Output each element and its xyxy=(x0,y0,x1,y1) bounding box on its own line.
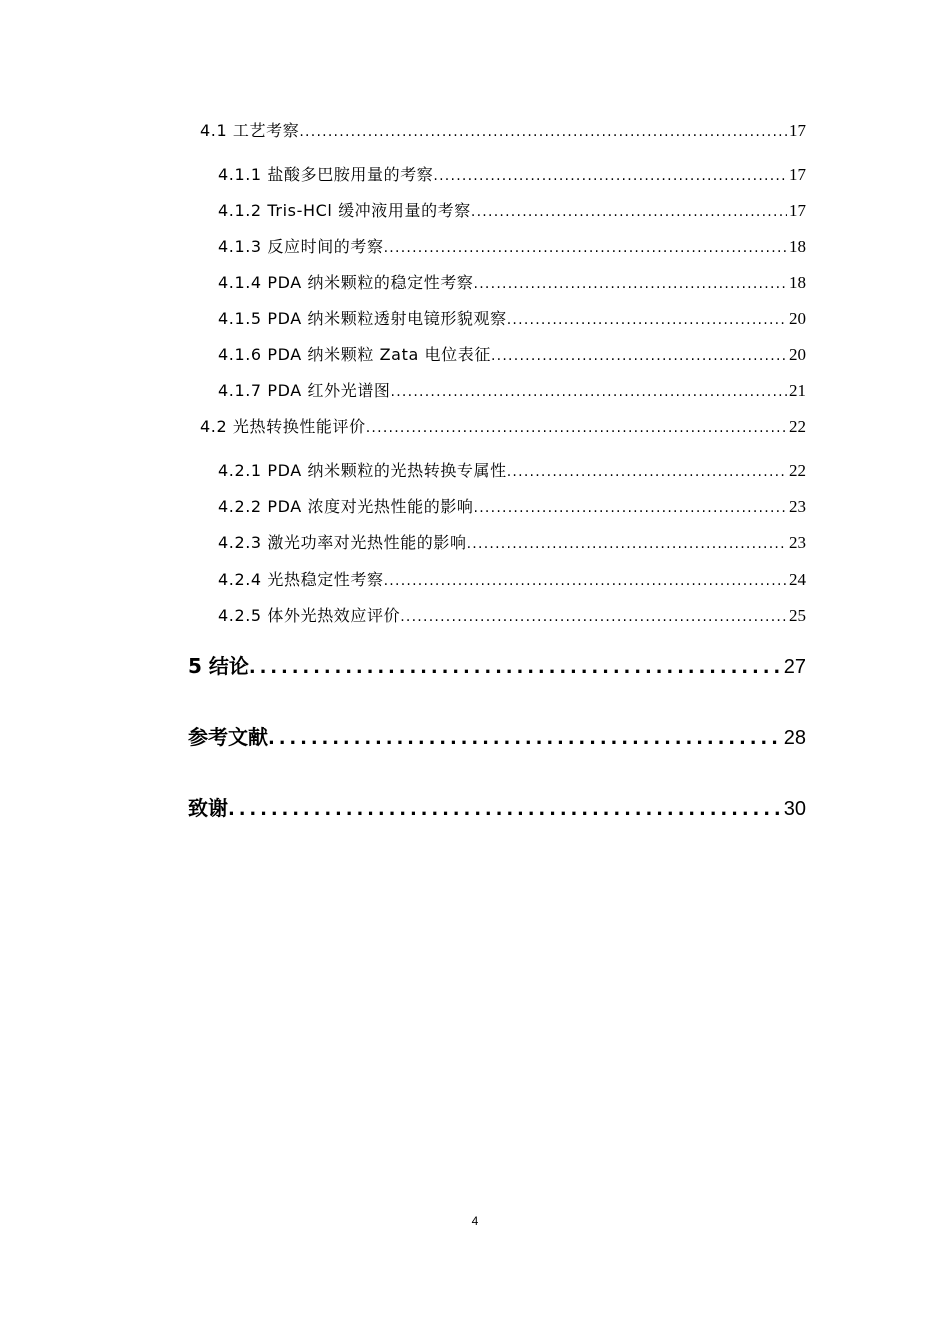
toc-leader-dots xyxy=(228,799,782,820)
toc-leader-dots xyxy=(471,204,787,220)
toc-entry xyxy=(188,792,806,821)
toc-entry-page: 21 xyxy=(789,381,806,400)
toc-entry xyxy=(218,162,806,185)
toc-entry-title: 4.2.2 PDA 浓度对光热性能的影响 xyxy=(218,497,474,516)
toc-leader-dots xyxy=(400,609,787,625)
toc-entry-title: 4.2.1 PDA 纳米颗粒的光热转换专属性 xyxy=(218,461,507,480)
toc-leader-dots xyxy=(249,657,782,678)
toc-entry-page: 24 xyxy=(789,570,806,589)
toc-entry xyxy=(218,567,806,590)
toc-entry-page: 23 xyxy=(789,533,806,552)
toc-leader-dots xyxy=(507,312,787,328)
toc-leader-dots xyxy=(433,168,787,184)
toc-entry-page: 25 xyxy=(789,606,806,625)
toc-entry xyxy=(218,342,806,365)
page-number: 4 xyxy=(471,1214,479,1228)
toc-entry-title: 4.1.3 反应时间的考察 xyxy=(218,237,384,256)
toc-entry-title: 4.1.4 PDA 纳米颗粒的稳定性考察 xyxy=(218,273,474,292)
toc-entry-title: 参考文献 xyxy=(188,725,268,749)
toc-leader-dots xyxy=(391,384,787,400)
toc-entry-title: 4.1.7 PDA 红外光谱图 xyxy=(218,381,391,400)
toc-entry xyxy=(188,721,806,750)
toc-entry xyxy=(200,118,806,141)
toc-leader-dots xyxy=(507,464,787,480)
toc-entry-page: 28 xyxy=(783,727,806,749)
toc-entry xyxy=(218,458,806,481)
toc-leader-dots xyxy=(474,500,787,516)
toc-entry-title: 致谢 xyxy=(188,796,228,820)
toc-entry-title: 4.2.4 光热稳定性考察 xyxy=(218,570,384,589)
toc-entry-title: 4.1.6 PDA 纳米颗粒 Zata 电位表征 xyxy=(218,345,491,364)
toc-entry-page: 27 xyxy=(783,656,806,678)
toc-entry xyxy=(218,530,806,553)
toc-leader-dots xyxy=(268,728,782,749)
toc-entry-title: 4.1.5 PDA 纳米颗粒透射电镜形貌观察 xyxy=(218,309,507,328)
toc-entry-title: 4.1.2 Tris-HCl 缓冲液用量的考察 xyxy=(218,201,471,220)
toc-entry xyxy=(218,378,806,401)
toc-entry xyxy=(218,603,806,626)
toc-entry-page: 20 xyxy=(789,345,806,364)
toc-entry xyxy=(200,414,806,437)
toc-entry-page: 17 xyxy=(789,165,806,184)
toc-entry-page: 20 xyxy=(789,309,806,328)
toc-entry-page: 22 xyxy=(789,417,806,436)
toc-entry-title: 5 结论 xyxy=(188,654,249,678)
toc-entry xyxy=(218,234,806,257)
toc-entry xyxy=(218,198,806,221)
toc-entry-page: 30 xyxy=(783,798,806,820)
toc-entry-title: 4.2.3 激光功率对光热性能的影响 xyxy=(218,533,467,552)
toc-leader-dots xyxy=(299,124,787,140)
toc-entry xyxy=(218,494,806,517)
toc-entry-title: 4.1.1 盐酸多巴胺用量的考察 xyxy=(218,165,434,184)
toc-leader-dots xyxy=(474,276,787,292)
toc-entry-page: 22 xyxy=(789,461,806,480)
toc-entry-page: 23 xyxy=(789,497,806,516)
toc-leader-dots xyxy=(467,536,787,552)
toc-entry xyxy=(188,650,806,679)
toc-entry-page: 17 xyxy=(789,121,806,140)
toc-entry-title: 4.1 工艺考察 xyxy=(200,121,300,140)
toc-entry xyxy=(218,306,806,329)
toc-entry-page: 17 xyxy=(789,201,806,220)
toc-leader-dots xyxy=(366,420,787,436)
toc-leader-dots xyxy=(384,573,787,589)
toc-entry-page: 18 xyxy=(789,273,806,292)
toc-entry-title: 4.2.5 体外光热效应评价 xyxy=(218,606,401,625)
toc-leader-dots xyxy=(491,348,787,364)
toc-entry-title: 4.2 光热转换性能评价 xyxy=(200,417,366,436)
toc-entry xyxy=(218,270,806,293)
toc-leader-dots xyxy=(384,240,787,256)
toc-entry-page: 18 xyxy=(789,237,806,256)
